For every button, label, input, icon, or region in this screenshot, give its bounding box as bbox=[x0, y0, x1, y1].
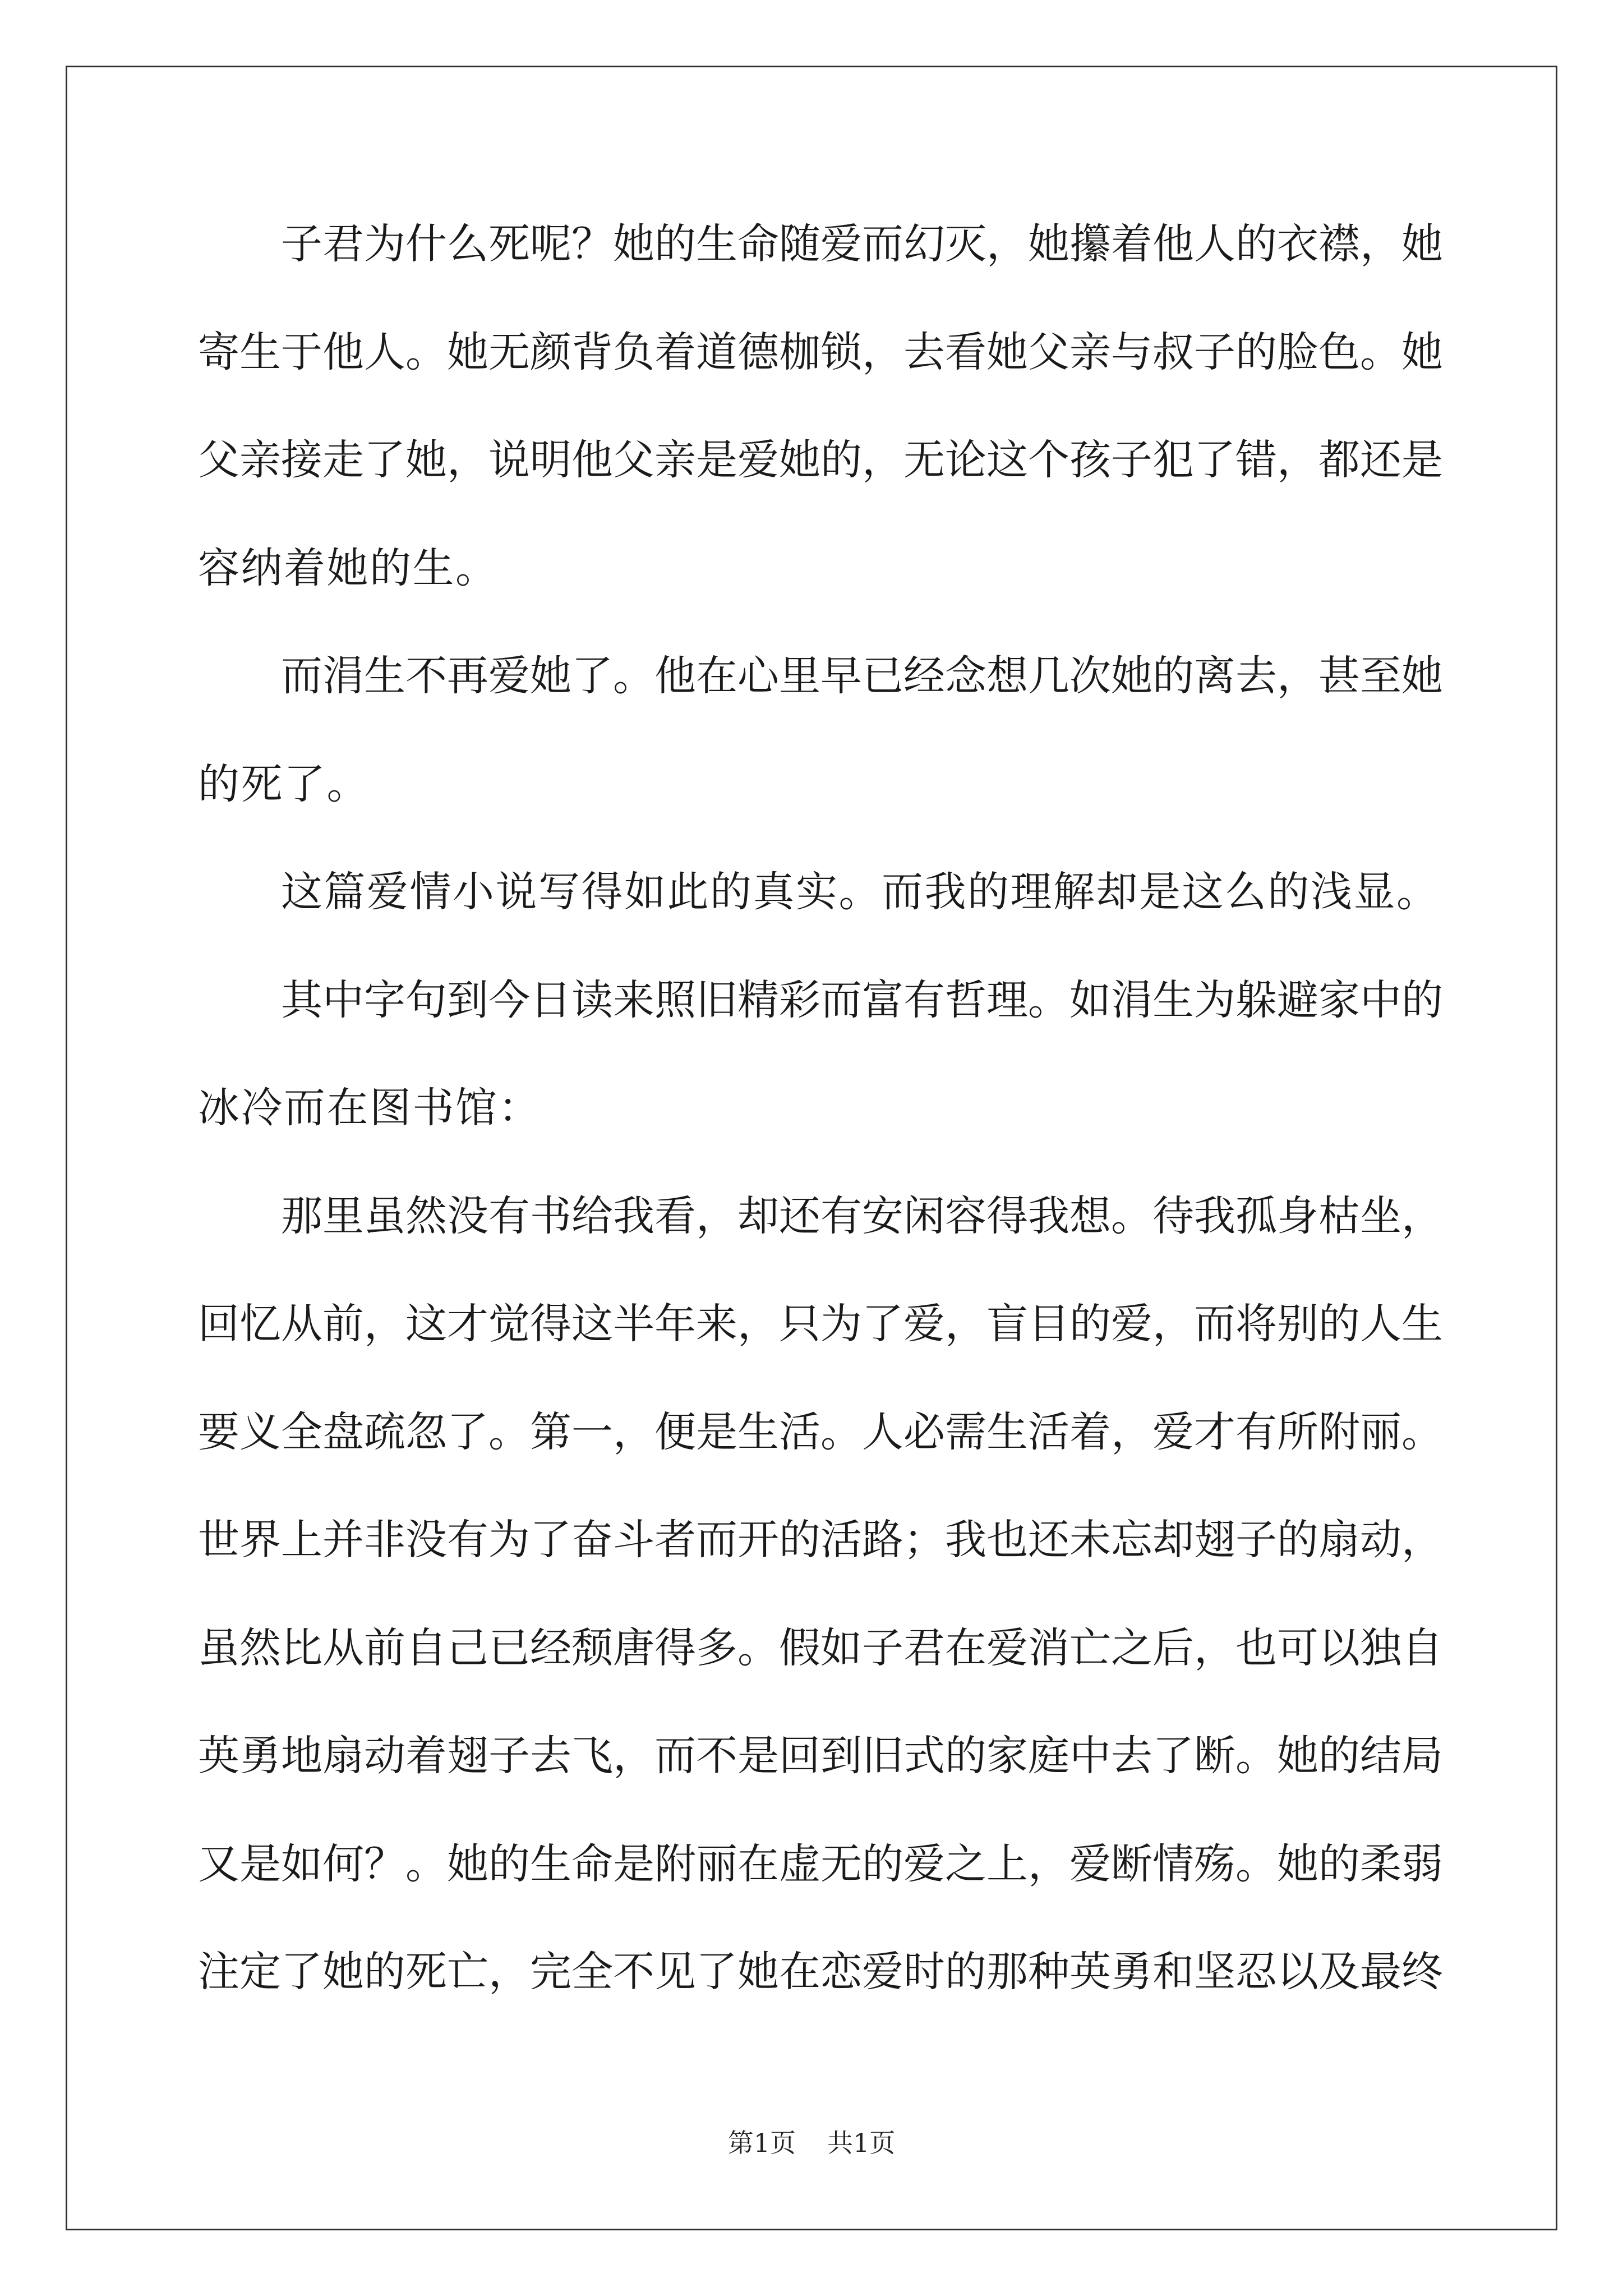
text-line: 寄生于他人。她无颜背负着道德枷锁，去看她父亲与叔子的脸色。她 bbox=[198, 328, 1443, 376]
page-number: 第1页 bbox=[727, 2128, 796, 2158]
text-line: 父亲接走了她，说明他父亲是爱她的，无论这个孩子犯了错，都还是 bbox=[198, 436, 1443, 484]
text-line: 注定了她的死亡，完全不见了她在恋爱时的那种英勇和坚忍以及最终 bbox=[198, 1948, 1443, 1996]
text-line: 冰冷而在图书馆： bbox=[198, 1084, 541, 1132]
text-line: 世界上并非没有为了奋斗者而开的活路；我也还未忘却翅子的扇动， bbox=[198, 1516, 1443, 1564]
text-line: 其中字句到今日读来照旧精彩而富有哲理。如涓生为躲避家中的 bbox=[281, 976, 1443, 1024]
text-line: 容纳着她的生。 bbox=[198, 544, 499, 592]
text-line: 要义全盘疏忽了。第一，便是生活。人必需生活着，爱才有所附丽。 bbox=[198, 1407, 1443, 1456]
text-line: 又是如何？。她的生命是附丽在虚无的爱之上，爱断情殇。她的柔弱 bbox=[198, 1839, 1443, 1888]
text-line: 子君为什么死呢？她的生命随爱而幻灭，她攥着他人的衣襟，她 bbox=[281, 220, 1443, 268]
page-total: 共1页 bbox=[827, 2128, 896, 2158]
text-line: 回忆从前，这才觉得这半年来，只为了爱，盲目的爱，而将别的人生 bbox=[198, 1300, 1443, 1348]
text-line: 这篇爱情小说写得如此的真实。而我的理解却是这么的浅显。 bbox=[281, 868, 1440, 916]
text-line: 英勇地扇动着翅子去飞，而不是回到旧式的家庭中去了断。她的结局 bbox=[198, 1732, 1443, 1780]
text-line: 虽然比从前自己已经颓唐得多。假如子君在爱消亡之后，也可以独自 bbox=[198, 1623, 1443, 1672]
text-line: 的死了。 bbox=[198, 760, 370, 808]
page-footer bbox=[0, 2126, 1623, 2160]
document-body bbox=[198, 213, 1443, 2049]
text-line: 而涓生不再爱她了。他在心里早已经念想几次她的离去，甚至她 bbox=[281, 652, 1443, 700]
text-line: 那里虽然没有书给我看，却还有安闲容得我想。待我孤身枯坐， bbox=[281, 1191, 1443, 1240]
